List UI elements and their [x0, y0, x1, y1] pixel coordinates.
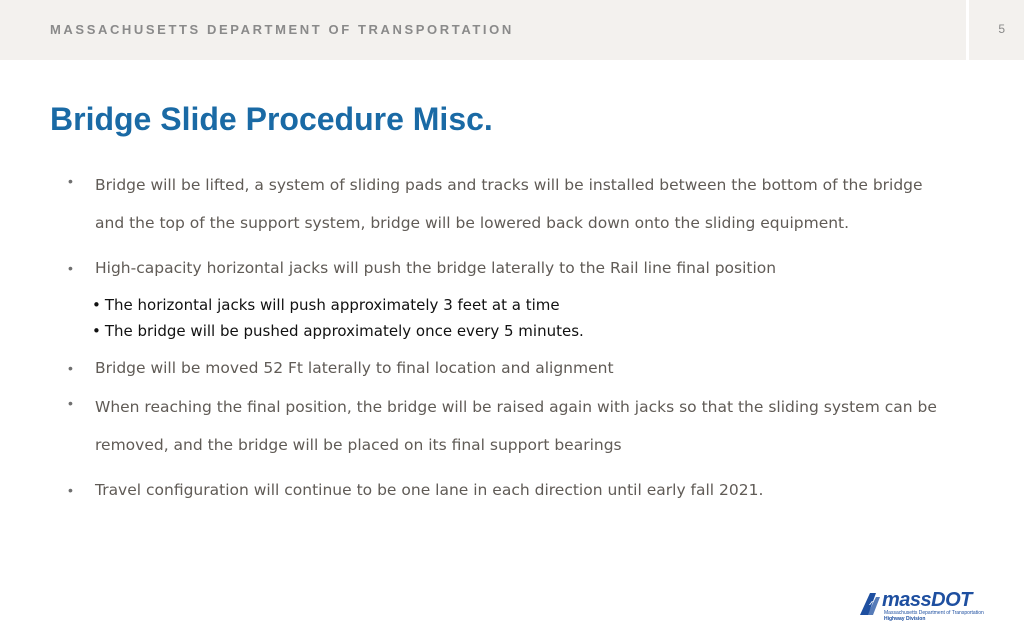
header-bar — [0, 0, 966, 60]
logo-division: Highway Division — [884, 616, 926, 622]
bullet-dot: • — [68, 482, 73, 498]
logo-wordmark — [882, 589, 972, 612]
bullet-dot: • — [68, 395, 73, 411]
bullet-list — [68, 172, 948, 516]
organization-name: MASSACHUSETTS DEPARTMENT OF TRANSPORTATION — [50, 22, 514, 37]
bullet-item — [68, 476, 948, 504]
page-number-box — [969, 0, 1024, 60]
bullet-dot: • — [68, 260, 73, 276]
sub-bullet-text: The bridge will be pushed approximately once every 5 minutes. — [104, 322, 584, 340]
bullet-item — [68, 254, 948, 282]
massdot-logo — [858, 589, 984, 622]
sub-bullet-dot: • — [92, 296, 101, 314]
sub-bullet-dot: • — [92, 322, 101, 340]
logo-wordmark-suffix: DOT — [931, 589, 972, 611]
bullet-text: When reaching the final position, the bridge will be raised again with jacks so that the sliding system can be removed, and the bridge will be placed on its final support bearings — [95, 398, 937, 454]
bullet-dot: • — [68, 360, 73, 376]
bullet-item — [68, 388, 948, 464]
slide-title: Bridge Slide Procedure Misc. — [50, 101, 493, 137]
sub-bullet-item — [92, 292, 948, 318]
bullet-item — [68, 166, 948, 242]
page-number: 5 — [998, 22, 1005, 36]
massdot-road-icon — [858, 591, 882, 617]
bullet-item — [68, 354, 948, 382]
bullet-text: Bridge will be moved 52 Ft laterally to final location and alignment — [95, 359, 614, 377]
logo-tagline: Massachusetts Department of Transportation — [884, 610, 984, 616]
logo-wordmark-prefix: mass — [882, 589, 932, 611]
bullet-text: High-capacity horizontal jacks will push the bridge laterally to the Rail line final position — [95, 259, 777, 277]
sub-bullet-list — [92, 292, 948, 344]
sub-bullet-text: The horizontal jacks will push approximately 3 feet at a time — [104, 296, 560, 314]
bullet-text: Bridge will be lifted, a system of sliding pads and tracks will be installed between the bottom of the bridge and the top of the support system, bridge will be lowered back down onto the sliding equipment. — [95, 176, 923, 232]
bullet-text: Travel configuration will continue to be one lane in each direction until early fall 2021. — [95, 481, 764, 499]
sub-bullet-item — [92, 318, 948, 344]
bullet-dot: • — [68, 173, 73, 189]
